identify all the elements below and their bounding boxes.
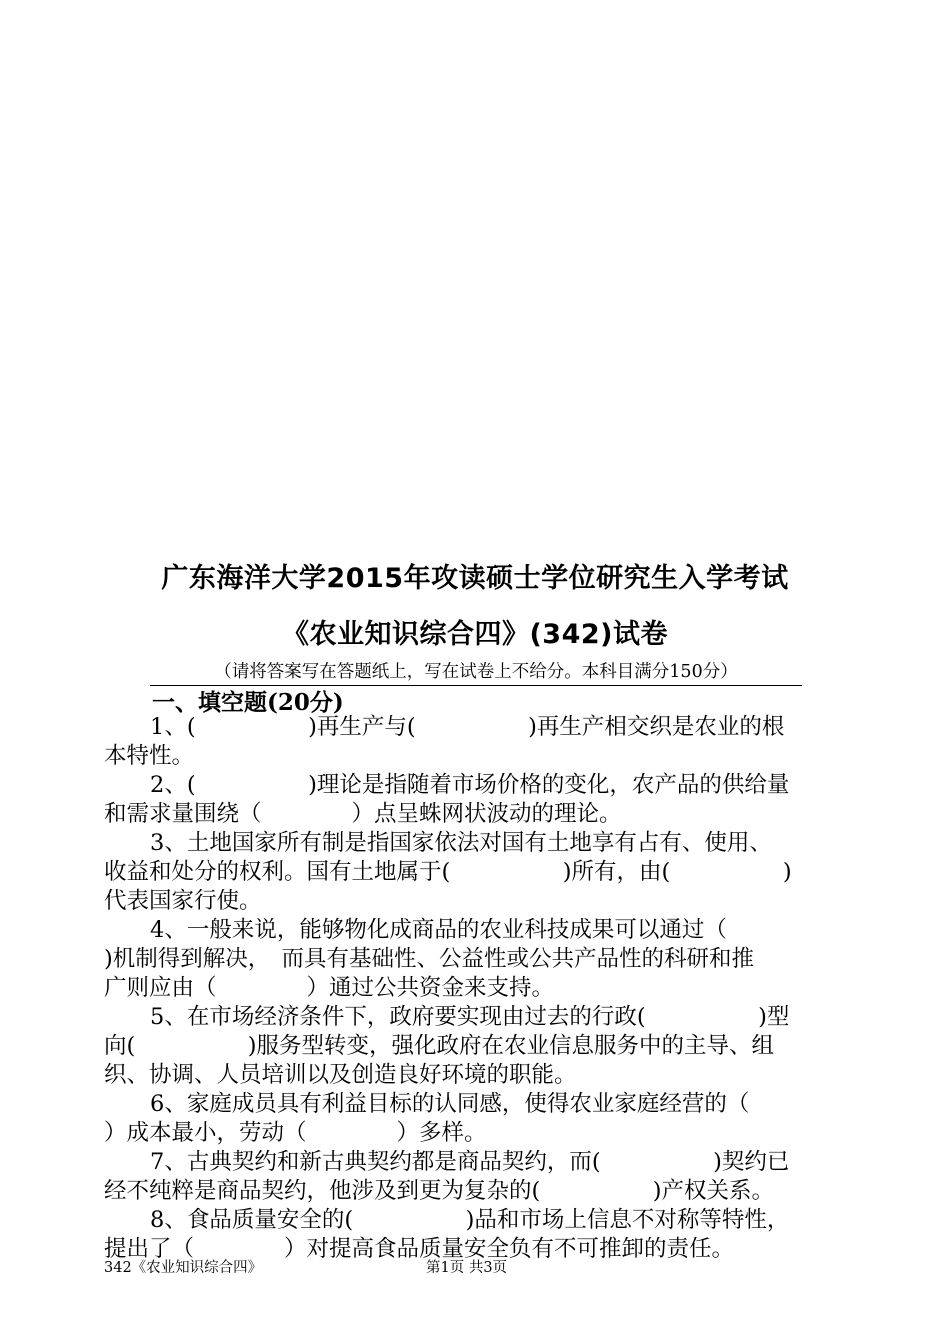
question-line: 向( )服务型转变，强化政府在农业信息服务中的主导、组 (104, 1033, 775, 1059)
question-line: 经不纯粹是商品契约，他涉及到更为复杂的( )产权关系。 (104, 1178, 775, 1204)
section-heading: 一、填空题(20分) (152, 689, 344, 716)
question-line: 8、食品质量安全的( )品和市场上信息不对称等特性， (150, 1207, 790, 1233)
page-number: 第1页 共3页 (426, 1260, 508, 1276)
question-line: 织、协调、人员培训以及创造良好环境的职能。 (104, 1062, 577, 1088)
question-line: 7、古典契约和新古典契约都是商品契约，而( )契约已 (150, 1149, 790, 1175)
question-line: 广则应由（ ）通过公共资金来支持。 (104, 975, 555, 1001)
question-line: 代表国家行使。 (104, 888, 262, 914)
question-line: )机制得到解决， 而具有基础性、公益性或公共产品性的科研和推 (104, 946, 755, 972)
question-line: 4、一般来说，能够物化成商品的农业科技成果可以通过（ (150, 917, 727, 943)
exam-title: 广东海洋大学2015年攻读硕士学位研究生入学考试 (161, 563, 789, 594)
question-line: 1、( )再生产与( )再生产相交织是农业的根 (150, 714, 785, 740)
footer-subject: 342《农业知识综合四》 (104, 1260, 263, 1276)
question-line: 本特性。 (104, 743, 195, 769)
exam-subject-title: 《农业知识综合四》(342)试卷 (281, 619, 669, 650)
exam-notice: （请将答案写在答题纸上，写在试卷上不给分。本科目满分150分） (150, 658, 802, 686)
question-line: 和需求量围绕（ ）点呈蛛网状波动的理论。 (104, 801, 622, 827)
question-line: 6、家庭成员具有利益目标的认同感，使得农业家庭经营的（ (150, 1091, 750, 1117)
question-line: 提出了（ ）对提高食品质量安全负有不可推卸的责任。 (104, 1236, 735, 1262)
question-line: 5、在市场经济条件下，政府要实现由过去的行政( )型 (150, 1004, 790, 1030)
question-line: ）成本最小，劳动（ ）多样。 (104, 1120, 487, 1146)
question-line: 收益和处分的权利。国有土地属于( )所有，由( ) (104, 859, 792, 885)
question-line: 2、( )理论是指随着市场价格的变化，农产品的供给量 (150, 772, 790, 798)
question-line: 3、土地国家所有制是指国家依法对国有土地享有占有、使用、 (150, 830, 772, 856)
